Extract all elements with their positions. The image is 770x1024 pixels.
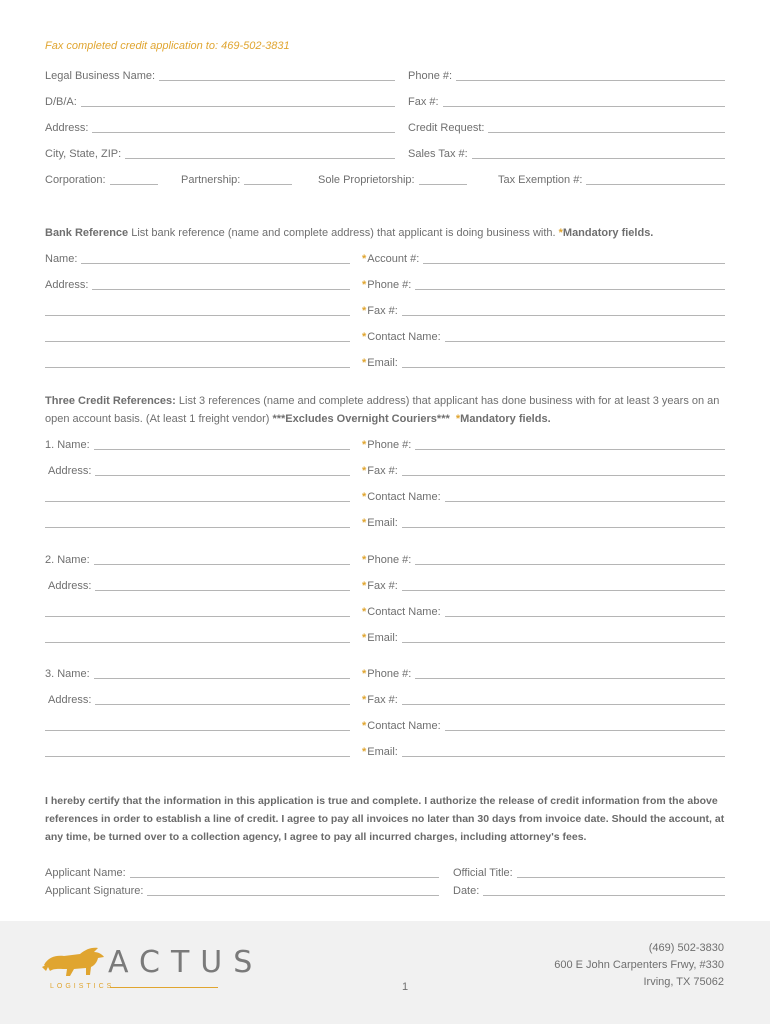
- sales-tax-field[interactable]: [408, 146, 725, 160]
- bank-reference-text: List bank reference (name and complete address) that applicant is doing business with.: [128, 227, 559, 239]
- mandatory-note: Mandatory fields.: [460, 413, 551, 425]
- address-field[interactable]: [45, 120, 395, 134]
- footer-phone: (469) 502-3830: [648, 942, 724, 954]
- footer-street: 600 E John Carpenters Frwy, #330: [554, 959, 724, 971]
- sales-tax-label: Sales Tax #:: [408, 148, 468, 160]
- applicant-name-label: Applicant Name:: [45, 867, 126, 879]
- corporation-label: Corporation:: [45, 174, 106, 186]
- ref3-phone-label: Phone #:: [367, 668, 412, 680]
- mandatory-note: Mandatory fields.: [562, 227, 654, 239]
- ref2-phone-field[interactable]: [362, 552, 725, 566]
- tax-exemption-field[interactable]: [498, 172, 725, 186]
- logo-subtitle: LOGISTICS: [50, 983, 115, 990]
- dba-field[interactable]: [45, 94, 395, 108]
- ref2-email-label: Email:: [367, 632, 398, 644]
- ref3-fax-label: Fax #:: [367, 694, 398, 706]
- bank-phone-label: Phone #:: [367, 279, 412, 291]
- required-star: *: [362, 465, 367, 477]
- required-star: *: [362, 554, 367, 566]
- date-label: Date:: [453, 885, 480, 897]
- bank-name-field[interactable]: [45, 251, 350, 265]
- ref2-name-field[interactable]: [45, 552, 350, 566]
- ref2-email-field[interactable]: [362, 630, 725, 644]
- sole-proprietorship-label: Sole Proprietorship:: [318, 174, 415, 186]
- required-star: *: [362, 517, 367, 529]
- ref2-address-label: Address:: [48, 580, 92, 592]
- required-star: *: [362, 580, 367, 592]
- official-title-field[interactable]: [453, 865, 725, 879]
- legal-business-name-label: Legal Business Name:: [45, 70, 156, 82]
- ref3-address-line-3[interactable]: [45, 744, 350, 758]
- bull-icon: [40, 941, 110, 981]
- ref1-phone-label: Phone #:: [367, 439, 412, 451]
- bank-email-field[interactable]: [362, 355, 725, 369]
- city-state-zip-field[interactable]: [45, 146, 395, 160]
- actus-logo: [40, 941, 264, 997]
- fax-instruction: Fax completed credit application to: 469-502-3831: [45, 40, 290, 52]
- required-star: *: [362, 606, 367, 618]
- bank-name-label: Name:: [45, 253, 78, 265]
- phone-label: Phone #:: [408, 70, 453, 82]
- required-star: *: [362, 491, 367, 503]
- ref1-name-label: 1. Name:: [45, 439, 90, 451]
- fax-label: Fax #:: [408, 96, 439, 108]
- bank-address-field[interactable]: [45, 277, 350, 291]
- legal-business-name-field[interactable]: [45, 68, 395, 82]
- ref2-phone-label: Phone #:: [367, 554, 412, 566]
- bank-contact-field[interactable]: [362, 329, 725, 343]
- city-state-zip-label: City, State, ZIP:: [45, 148, 122, 160]
- credit-references-title: Three Credit References:: [45, 395, 176, 407]
- bank-address-line-4[interactable]: [45, 355, 350, 369]
- required-star: *: [362, 331, 367, 343]
- ref1-fax-field[interactable]: [362, 463, 725, 477]
- official-title-label: Official Title:: [453, 867, 513, 879]
- page-number: 1: [402, 981, 409, 993]
- ref3-name-field[interactable]: [45, 666, 350, 680]
- partnership-label: Partnership:: [181, 174, 241, 186]
- ref1-contact-field[interactable]: [362, 489, 725, 503]
- ref3-phone-field[interactable]: [362, 666, 725, 680]
- fax-field[interactable]: [408, 94, 725, 108]
- mandatory-star: *: [558, 227, 563, 239]
- ref1-phone-field[interactable]: [362, 437, 725, 451]
- bank-account-field[interactable]: [362, 251, 725, 265]
- ref2-contact-label: Contact Name:: [367, 606, 441, 618]
- phone-field[interactable]: [408, 68, 725, 82]
- footer: [0, 921, 770, 1024]
- dba-label: D/B/A:: [45, 96, 77, 108]
- ref2-contact-field[interactable]: [362, 604, 725, 618]
- required-star: *: [362, 668, 367, 680]
- ref1-contact-label: Contact Name:: [367, 491, 441, 503]
- required-star: *: [362, 253, 367, 265]
- ref1-address-line-3[interactable]: [45, 515, 350, 529]
- ref1-address-field[interactable]: [45, 463, 350, 477]
- bank-address-line-3[interactable]: [45, 329, 350, 343]
- applicant-signature-field[interactable]: [45, 883, 439, 897]
- applicant-name-field[interactable]: [45, 865, 439, 879]
- ref3-contact-field[interactable]: [362, 718, 725, 732]
- ref3-email-field[interactable]: [362, 744, 725, 758]
- ref3-address-field[interactable]: [45, 692, 350, 706]
- logo-wordmark: ACTUS: [108, 945, 264, 980]
- mandatory-star: *: [455, 413, 461, 425]
- ref2-address-field[interactable]: [45, 578, 350, 592]
- ref2-address-line-2[interactable]: [45, 604, 350, 618]
- ref3-contact-label: Contact Name:: [367, 720, 441, 732]
- ref1-fax-label: Fax #:: [367, 465, 398, 477]
- excludes-couriers-note: ***Excludes Overnight Couriers***: [272, 413, 450, 425]
- required-star: *: [362, 746, 367, 758]
- certification-statement: I hereby certify that the information in this application is true and complete. I authorize the release of credit information from the above references in order to establish a line of credit. I agree to pay all invoices no later than 30 days from invoice date. Should the account, at any time, be turned over to a collection agency, I agree to pay all incurred charges, including attorney's fees.: [45, 795, 725, 843]
- bank-address-line-2[interactable]: [45, 303, 350, 317]
- required-star: *: [362, 357, 367, 369]
- ref2-fax-field[interactable]: [362, 578, 725, 592]
- partnership-field[interactable]: [181, 172, 292, 186]
- bank-fax-field[interactable]: [362, 303, 725, 317]
- bank-email-label: Email:: [367, 357, 398, 369]
- ref3-email-label: Email:: [367, 746, 398, 758]
- ref3-address-label: Address:: [48, 694, 92, 706]
- ref3-name-label: 3. Name:: [45, 668, 90, 680]
- credit-references-heading: [45, 392, 725, 428]
- bank-address-label: Address:: [45, 279, 89, 291]
- address-label: Address:: [45, 122, 89, 134]
- ref1-name-field[interactable]: [45, 437, 350, 451]
- bank-fax-label: Fax #:: [367, 305, 398, 317]
- footer-contact: [554, 940, 724, 991]
- required-star: *: [362, 305, 367, 317]
- ref3-fax-field[interactable]: [362, 692, 725, 706]
- ref3-address-line-2[interactable]: [45, 718, 350, 732]
- sole-proprietorship-field[interactable]: [318, 172, 467, 186]
- date-field[interactable]: [453, 883, 725, 897]
- bank-phone-field[interactable]: [362, 277, 725, 291]
- required-star: *: [362, 279, 367, 291]
- ref2-fax-label: Fax #:: [367, 580, 398, 592]
- logo-underline: [110, 987, 218, 988]
- bank-reference-title: Bank Reference: [45, 227, 129, 239]
- credit-request-label: Credit Request:: [408, 122, 485, 134]
- bank-reference-heading: [45, 224, 725, 242]
- tax-exemption-label: Tax Exemption #:: [498, 174, 583, 186]
- bank-contact-label: Contact Name:: [367, 331, 441, 343]
- ref2-name-label: 2. Name:: [45, 554, 90, 566]
- bank-account-label: Account #:: [367, 253, 420, 265]
- ref1-email-label: Email:: [367, 517, 398, 529]
- required-star: *: [362, 632, 367, 644]
- ref1-address-label: Address:: [48, 465, 92, 477]
- required-star: *: [362, 720, 367, 732]
- required-star: *: [362, 694, 367, 706]
- ref1-address-line-2[interactable]: [45, 489, 350, 503]
- required-star: *: [362, 439, 367, 451]
- credit-request-field[interactable]: [408, 120, 725, 134]
- credit-references-text: List 3 references (name and complete address) that applicant has done business with for at least 3 years on an open account basis. (At least 1 freight vendor): [45, 395, 720, 425]
- corporation-field[interactable]: [45, 172, 158, 186]
- footer-city: Irving, TX 75062: [643, 976, 724, 988]
- ref2-address-line-3[interactable]: [45, 630, 350, 644]
- applicant-signature-label: Applicant Signature:: [45, 885, 144, 897]
- ref1-email-field[interactable]: [362, 515, 725, 529]
